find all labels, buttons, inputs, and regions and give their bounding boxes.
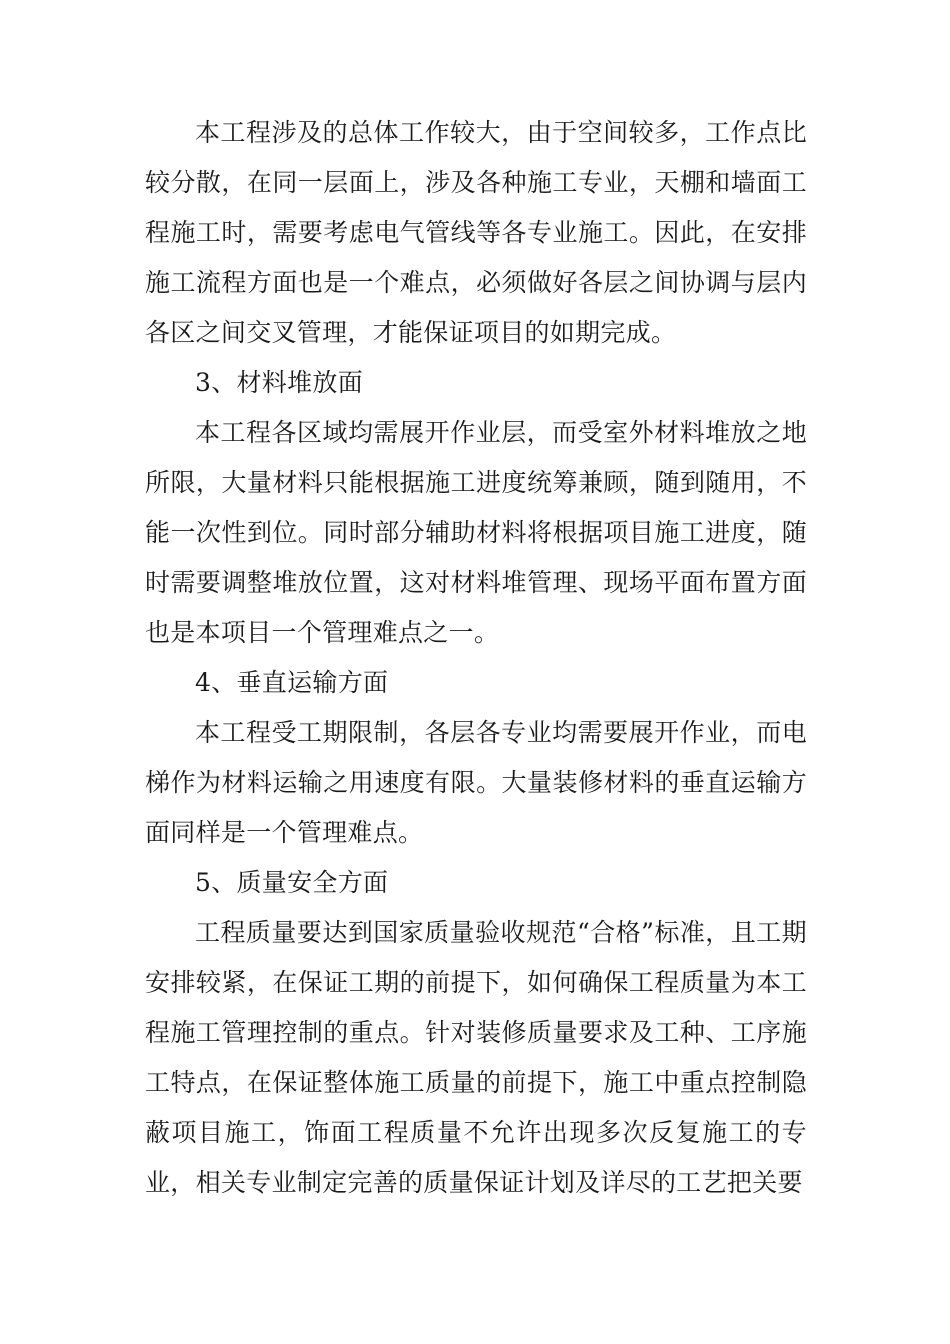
paragraph-intro: 本工程涉及的总体工作较大，由于空间较多，工作点比较分散，在同一层面上，涉及各种施工专业，天棚和墙面工程施工时，需要考虑电气管线等各专业施工。因此，在安排施工流程方面也是一个难点，必须做好各层之间协调与层内各区之间交叉管理，才能保证项目的如期完成。 [145,118,807,347]
paragraph-material-storage: 本工程各区域均需展开作业层，而受室外材料堆放之地所限，大量材料只能根据施工进度统筹兼顾，随到随用，不能一次性到位。同时部分辅助材料将根据项目施工进度，随时需要调整堆放位置，这对材料堆管理、现场平面布置方面也是本项目一个管理难点之一。 [145,418,807,647]
paragraph-vertical-transport: 本工程受工期限制，各层各专业均需要展开作业，而电梯作为材料运输之用速度有限。大量装修材料的垂直运输方面同样是一个管理难点。 [145,718,807,847]
section-heading-vertical-transport: 4、垂直运输方面 [195,668,389,697]
section-heading-material-storage: 3、材料堆放面 [195,368,364,397]
section-heading-quality-safety: 5、质量安全方面 [195,868,389,897]
paragraph-quality-safety: 工程质量要达到国家质量验收规范“合格”标准，且工期安排较紧，在保证工期的前提下，如何确保工程质量为本工程施工管理控制的重点。针对装修质量要求及工种、工序施工特点，在保证整体施工质量的前提下，施工中重点控制隐蔽项目施工，饰面工程质量不允许出现多次反复施工的专业，相关专业制定完善的质量保证计划及详尽的工艺把关要 [145,918,807,1197]
document-body [145,108,807,1208]
